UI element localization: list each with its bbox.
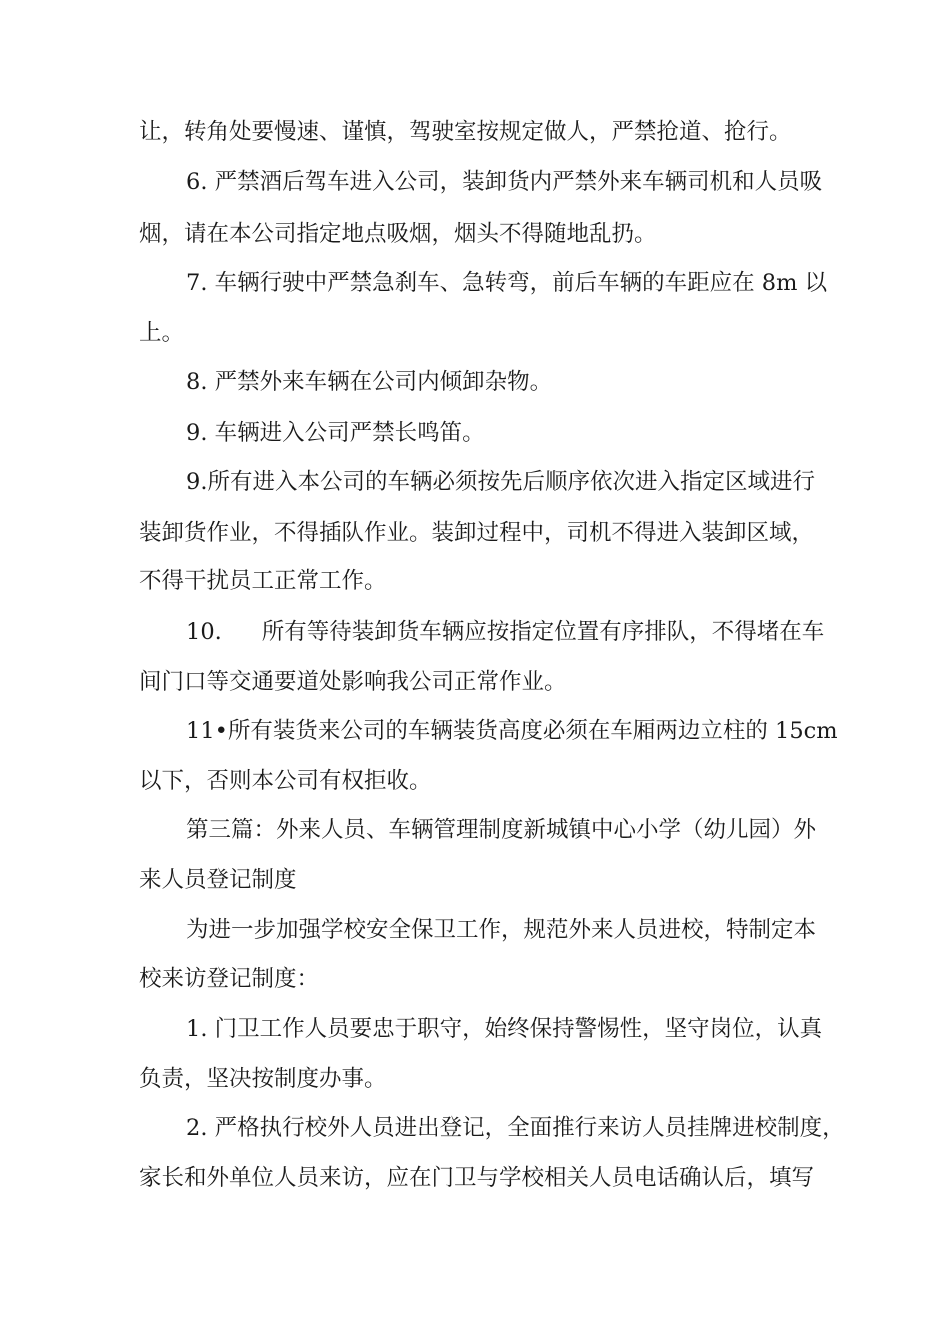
text-line: 8. 严禁外来车辆在公司内倾卸杂物。: [186, 369, 553, 395]
text-line: 为进一步加强学校安全保卫工作，规范外来人员进校，特制定本: [186, 917, 817, 943]
text-line: 间门口等交通要道处影响我公司正常作业。: [139, 669, 567, 695]
text-line: 上。: [139, 320, 185, 346]
text-line: 9. 车辆进入公司严禁长鸣笛。: [186, 420, 485, 446]
text-line: 以下，否则本公司有权拒收。: [139, 768, 432, 794]
text-line-item-10: [186, 617, 824, 647]
text-line: 9.所有进入本公司的车辆必须按先后顺序依次进入指定区域进行: [186, 469, 815, 495]
text-line: 烟，请在本公司指定地点吸烟，烟头不得随地乱扔。: [139, 221, 657, 247]
text-line: 让，转角处要慢速、谨慎，驾驶室按规定做人，严禁抢道、抢行。: [139, 119, 792, 145]
section-heading-line: 第三篇：外来人员、车辆管理制度新城镇中心小学（幼儿园）外: [186, 817, 817, 843]
text-line: 不得干扰员工正常工作。: [139, 568, 387, 594]
text-line: 7. 车辆行驶中严禁急刹车、急转弯，前后车辆的车距应在 8m 以: [186, 270, 828, 296]
text-line: 家长和外单位人员来访，应在门卫与学校相关人员电话确认后，填写: [139, 1165, 815, 1191]
text-line: 校来访登记制度：: [139, 966, 320, 992]
text-line: 6. 严禁酒后驾车进入公司，装卸货内严禁外来车辆司机和人员吸: [186, 169, 823, 195]
section-heading-line: 来人员登记制度: [139, 867, 297, 893]
text-line: 2. 严格执行校外人员进出登记，全面推行来访人员挂牌进校制度，: [186, 1115, 845, 1141]
text-line: 1. 门卫工作人员要忠于职守，始终保持警惕性，坚守岗位，认真: [186, 1016, 823, 1042]
text-line: 负责，坚决按制度办事。: [139, 1066, 387, 1092]
item-text: 所有等待装卸货车辆应按指定位置有序排队，不得堵在车: [261, 619, 825, 645]
text-line: 11•所有装货来公司的车辆装货高度必须在车厢两边立柱的 15cm: [186, 718, 838, 744]
text-line: 装卸货作业，不得插队作业。装卸过程中，司机不得进入装卸区域，: [139, 520, 815, 546]
item-number: 10.: [186, 619, 222, 645]
